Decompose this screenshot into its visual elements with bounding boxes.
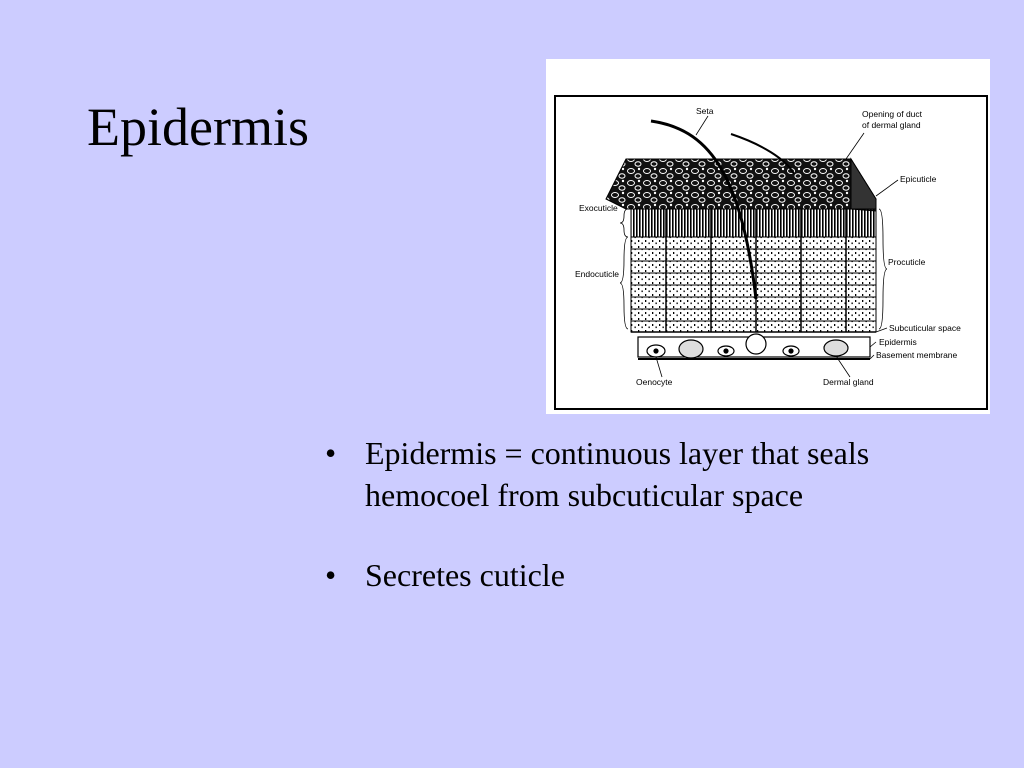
slide-title: Epidermis [87,97,309,157]
bullet-text: Epidermis = continuous layer that seals hemocoel from subcuticular space [365,435,870,513]
epidermis-cells [638,334,870,358]
bullet-marker: • [325,435,337,471]
label-opening-line1: Opening of duct [862,109,923,119]
bullet-marker: • [325,557,337,593]
label-epicuticle: Epicuticle [900,174,937,184]
epicuticle-block [606,159,876,209]
label-opening-line2: of dermal gland [862,120,921,130]
label-subcuticular-space: Subcuticular space [889,323,961,333]
label-epidermis: Epidermis [879,337,917,347]
label-seta: Seta [696,106,714,116]
label-dermal-gland: Dermal gland [823,377,874,387]
bullet-text: Secretes cuticle [365,557,565,593]
label-basement-membrane: Basement membrane [876,350,958,360]
bullet-list [325,432,945,634]
cuticle-diagram [546,59,990,414]
bullet-item [325,554,945,596]
label-endocuticle: Endocuticle [575,269,619,279]
exocuticle-band [631,209,876,237]
label-oenocyte: Oenocyte [636,377,673,387]
label-exocuticle: Exocuticle [579,203,618,213]
bullet-item [325,432,945,516]
label-procuticle: Procuticle [888,257,926,267]
